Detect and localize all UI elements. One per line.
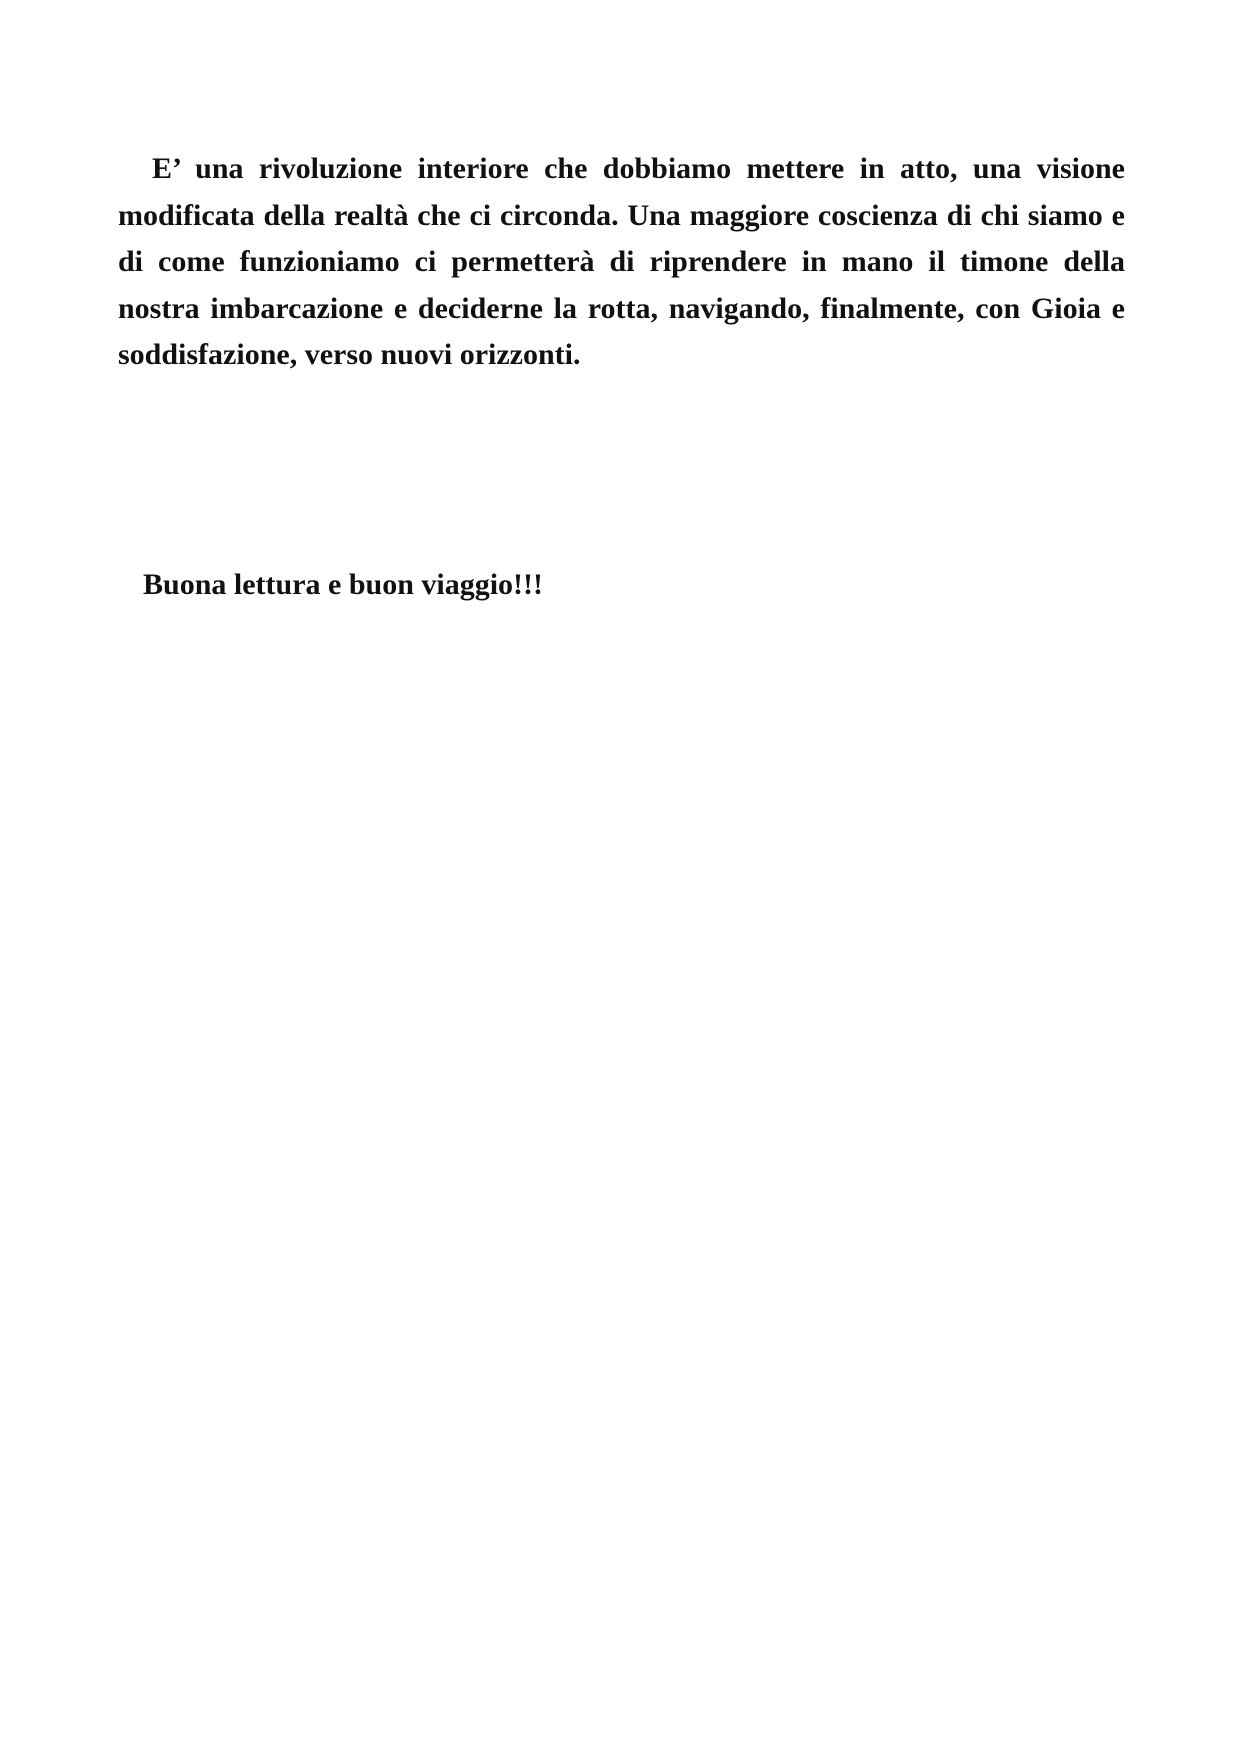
body-paragraph: E’ una rivoluzione interiore che dobbiamo mettere in atto, una visione modificata della realtà che ci circonda. Una maggiore coscienza di chi siamo e di come funzioniamo ci permetterà di riprendere in mano il timone della nostra imbarcazione e deciderne la rotta, navigando, finalmente, con Gioia e soddisfazione, verso nuovi orizzonti. bbox=[118, 152, 1125, 371]
closing-line: Buona lettura e buon viaggio!!! bbox=[143, 568, 544, 601]
